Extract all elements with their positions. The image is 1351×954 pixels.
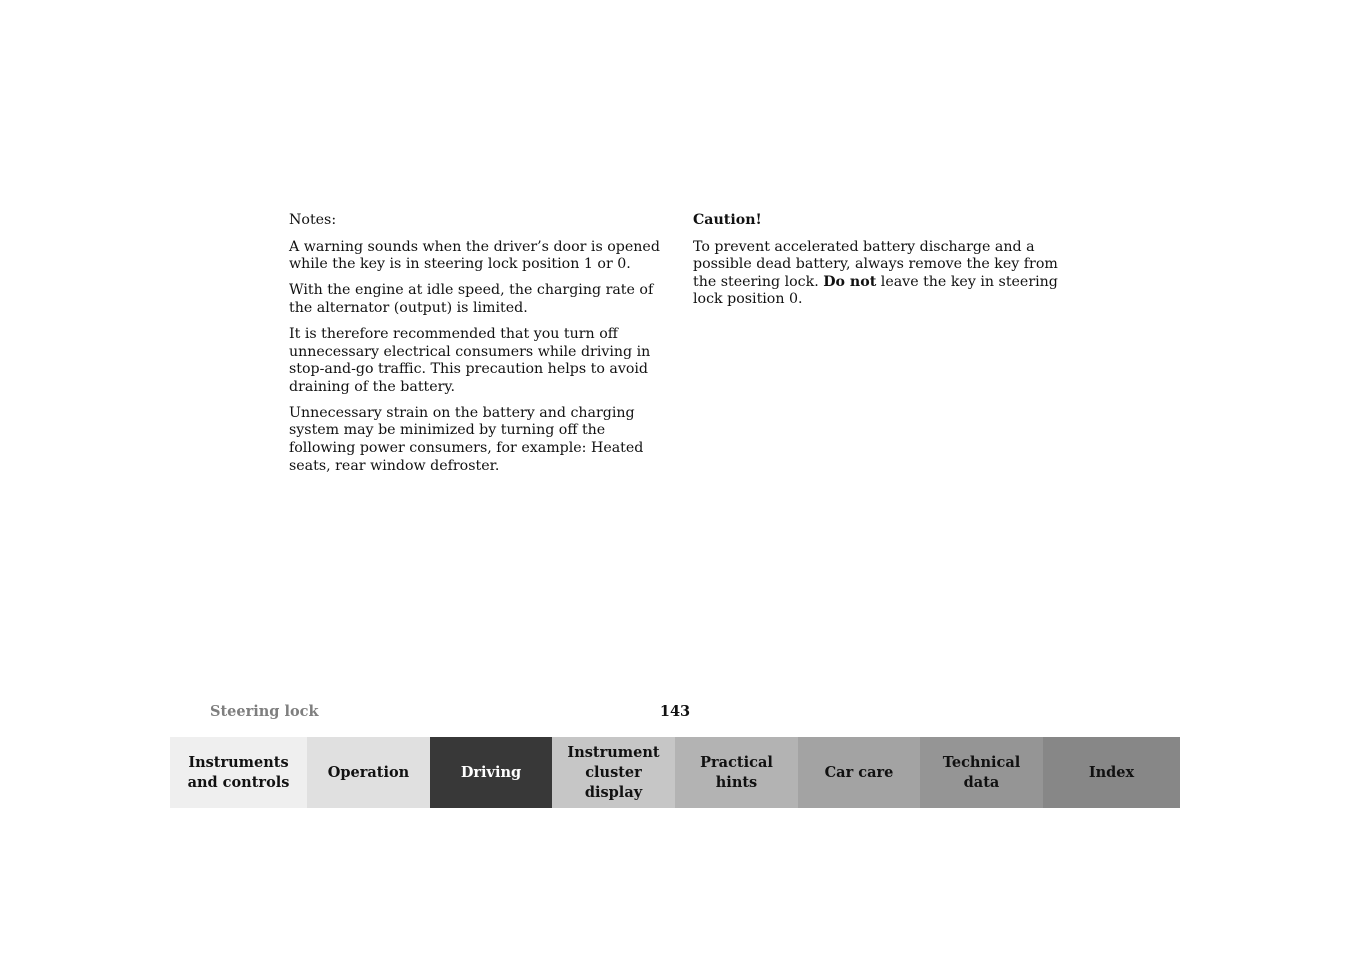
notes-label: Notes:	[289, 212, 337, 228]
tab-instruments-and-controls[interactable]: Instruments and controls	[170, 737, 307, 808]
caution-text	[693, 239, 1063, 309]
section-title: Steering lock	[210, 703, 319, 720]
caution-column	[693, 212, 1063, 317]
caution-text-before: To prevent accelerated battery discharge and a possible dead battery, always remove the key from the steering lock.	[693, 238, 1058, 290]
notes-paragraph: With the engine at idle speed, the charging rate of the alternator (output) is limited.	[289, 282, 654, 316]
tab-driving[interactable]: Driving	[430, 737, 552, 808]
tab-practical-hints[interactable]: Practical hints	[675, 737, 798, 808]
caution-heading: Caution!	[693, 212, 762, 228]
tab-car-care[interactable]: Car care	[798, 737, 920, 808]
notes-paragraph: A warning sounds when the driver’s door is opened while the key is in steering lock position 1 or 0.	[289, 238, 660, 273]
tab-operation[interactable]: Operation	[307, 737, 430, 808]
notes-paragraph: Unnecessary strain on the battery and charging system may be minimized by turning off the following power consumers, for example: Heated seats, rear window defroster.	[289, 404, 644, 474]
tab-index[interactable]: Index	[1043, 737, 1180, 808]
caution-text-after: leave the key in steering lock position 0.	[693, 273, 1058, 308]
tab-technical-data[interactable]: Technical data	[920, 737, 1043, 808]
notes-paragraph: It is therefore recommended that you turn off unnecessary electrical consumers while driving in stop-and-go traffic. This precaution helps to avoid draining of the battery.	[289, 325, 651, 395]
tab-instrument-cluster-display[interactable]: Instrument cluster display	[552, 737, 675, 808]
caution-bold-emphasis: Do not	[823, 273, 877, 290]
chapter-tab-bar	[170, 737, 1180, 808]
page-number: 143	[659, 703, 691, 720]
notes-column	[289, 212, 661, 484]
